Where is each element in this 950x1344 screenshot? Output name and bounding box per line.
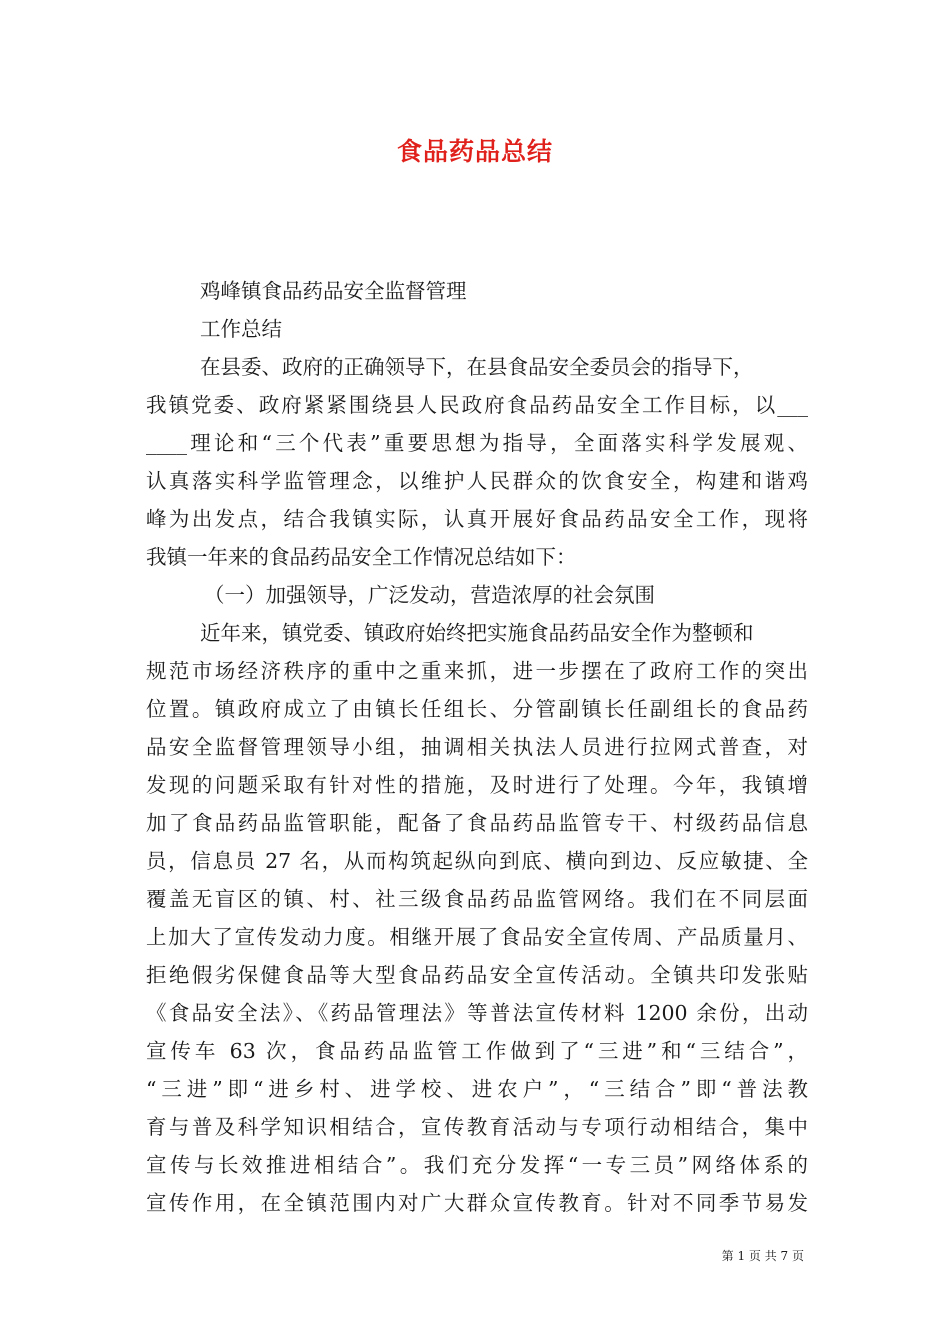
text-line: 鸡峰镇食品药品安全监督管理 — [200, 279, 467, 303]
document-title: 食品药品总结 — [396, 137, 553, 166]
text-line: 规范市场经济秩序的重中之重来抓，进一步摆在了政府工作的突出 — [146, 659, 808, 683]
text-line: “三进”即“进乡村、进学校、进农户”，“三结合”即“普法教 — [146, 1077, 808, 1101]
text-line: 宣传与长效推进相结合”。我们充分发挥“一专三员”网络体系的 — [146, 1153, 808, 1177]
text-line: 员，信息员 27 名，从而构筑起纵向到底、横向到边、反应敏捷、全 — [146, 849, 808, 873]
text-line: 宣传车 63 次，食品药品监管工作做到了“三进”和“三结合”， — [146, 1039, 808, 1063]
text-line: 峰为出发点，结合我镇实际，认真开展好食品药品安全工作，现将 — [146, 507, 808, 531]
text-line: 位置。镇政府成立了由镇长任组长、分管副镇长任副组长的食品药 — [146, 697, 808, 721]
text-line: 上加大了宣传发动力度。相继开展了食品安全宣传周、产品质量月、 — [146, 925, 808, 949]
text-line: 宣传作用，在全镇范围内对广大群众宣传教育。针对不同季节易发 — [146, 1191, 808, 1215]
text-line: 育与普及科学知识相结合，宣传教育活动与专项行动相结合，集中 — [146, 1115, 808, 1139]
page-number: 第 1 页 共 7 页 — [721, 1249, 804, 1263]
text-line: 工作总结 — [200, 317, 282, 341]
text-line: ____理论和“三个代表”重要思想为指导，全面落实科学发展观、 — [146, 431, 808, 455]
text-line: 我镇一年来的食品药品安全工作情况总结如下： — [146, 545, 577, 569]
text-line: 近年来，镇党委、镇政府始终把实施食品药品安全作为整顿和 — [200, 621, 754, 645]
text-line: 品安全监督管理领导小组，抽调相关执法人员进行拉网式普查，对 — [146, 735, 808, 759]
document-body — [146, 272, 808, 1222]
text-line: （一）加强领导，广泛发动，营造浓厚的社会氛围 — [204, 583, 655, 607]
text-line: 发现的问题采取有针对性的措施，及时进行了处理。今年，我镇增 — [146, 773, 808, 797]
text-line: 在县委、政府的正确领导下，在县食品安全委员会的指导下， — [200, 355, 754, 379]
text-line: 《食品安全法》、《药品管理法》等普法宣传材料 1200 余份，出动 — [146, 1001, 808, 1025]
text-line: 拒绝假劣保健食品等大型食品药品安全宣传活动。全镇共印发张贴 — [146, 963, 808, 987]
text-line: 加了食品药品监管职能，配备了食品药品监管专干、村级药品信息 — [146, 811, 808, 835]
text-line: 认真落实科学监管理念，以维护人民群众的饮食安全，构建和谐鸡 — [146, 469, 808, 493]
text-line: 我镇党委、政府紧紧围绕县人民政府食品药品安全工作目标，以___ — [146, 393, 808, 417]
text-line: 覆盖无盲区的镇、村、社三级食品药品监管网络。我们在不同层面 — [146, 887, 808, 911]
